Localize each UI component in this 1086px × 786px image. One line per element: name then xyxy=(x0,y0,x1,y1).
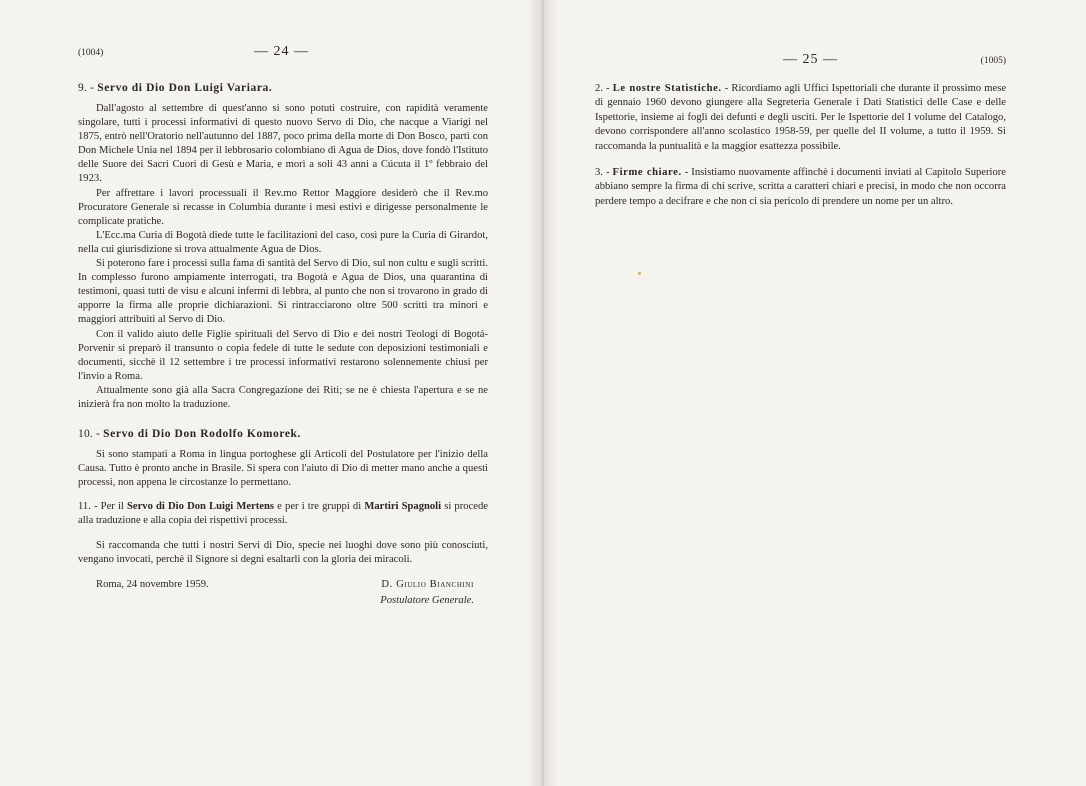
left-page-header xyxy=(78,44,488,66)
right-page-number: — 25 — xyxy=(783,52,838,67)
section-10-heading xyxy=(78,428,488,440)
section-9-paragraph-1: Dall'agosto al settembre di quest'anno si sono potuti costruire, con rapidità veramente singolare, tutti i processi informativi di questo nuovo Servo di Dio, che nacque a Viarigi nel 1875, entrò nell'Oratorio nell'autunno del 1887, poco prima della morte di Don Bosco, partì con Don Michele Unia nel 1894 per il lebbrosario colombiano di Agua de Dios, dove fondò l'Istituto delle Suore dei Sacri Cuori di Gesù e Maria, e morì a soli 43 anni a Cúcuta il 1º febbraio del 1923. xyxy=(78,103,488,185)
section-10-number: 10. - xyxy=(78,428,101,441)
section-9-heading xyxy=(78,82,488,94)
section-3-paragraph xyxy=(595,166,1006,209)
left-page-code: (1004) xyxy=(78,48,104,58)
section-11-title-2: Martiri Spagnoli xyxy=(364,501,442,513)
section-11-paragraph xyxy=(78,500,488,528)
section-11-number: 11. - Per il xyxy=(78,501,124,513)
section-3-title: Firme chiare. xyxy=(612,167,682,179)
signature-title: Postulatore Generale. xyxy=(380,594,474,606)
section-9-paragraph-2: Per affrettare i lavori processuali il Rev.mo Rettor Maggiore desiderò che il Rev.mo Procuratore Generale si recasse in Columbia durante i mesi estivi e dirigesse personalmente le complicate pratiche. xyxy=(78,187,488,227)
signature-block xyxy=(78,575,488,609)
section-9-paragraph-6: Attualmente sono già alla Sacra Congregazione dei Riti; se ne è chiesta l'apertura e se ne inizierà fra non molto la traduzione. xyxy=(78,384,488,410)
section-2-text: - Ricordiamo agli Uffici Ispettoriali che durante il prossimo mese di gennaio 1960 devono giungere alla Segreteria Generale i Dati Statistici delle Case e delle Ispettorie, insieme ai fogli dei defunti e degli uscìti. Per le Ispettorie del I volume del Catalogo, devono corrispondere all'anno scolastico 1958-59, per quelle del II volume, a tutto il 1959. Si raccomanda la puntualità e la maggior esattezza possibile. xyxy=(595,83,1007,152)
section-3-text: - Insistiamo nuovamente affinchè i documenti inviati al Capitolo Superiore abbiano sempre la firma di chi scrive, scritta a caratteri chiari e precisi, in modo che non occorra perdere tempo a decifrare e che non ci sia pericolo di prendere un nome per un altro. xyxy=(595,167,1006,207)
section-9-number: 9. - xyxy=(78,82,95,94)
section-9-paragraph-4: Si poterono fare i processi sulla fama di santità del Servo di Dio, sul non cultu e sugli scritti. In complesso furono ampiamente interrogati, tra Bogotà e Agua de Dios, una quarantina di testimoni, quasi tutti de visu e alcuni infermi di lebbra, al punto che non si trovarono in grado di apporre la firma alle proprie dichiarazioni. Si rintracciarono oltre 500 scritti tra minori e maggiori attribuiti al Servo di Dio. xyxy=(78,258,488,326)
section-9-title: Servo di Dio Don Luigi Variara. xyxy=(97,82,273,94)
document-date: Roma, 24 novembre 1959. xyxy=(96,578,209,590)
right-page-code: (1005) xyxy=(980,56,1006,66)
section-10-paragraph: Si sono stampati a Roma in lingua portoghese gli Articoli del Postulatore per l'inizio della Causa. Tutto è pronto anche in Brasile. Si spera con l'aiuto di Dio di metter mano anche a questi processi, non appena le circostanze lo permettano. xyxy=(78,449,488,489)
section-2-title: Le nostre Statistiche. xyxy=(612,83,722,94)
section-11-mid: e per i tre gruppi di xyxy=(277,501,362,513)
paper-speck xyxy=(638,272,641,275)
section-9-paragraph-3: L'Ecc.ma Curia di Bogotà diede tutte le facilitazioni del caso, così pure la Curia di Girardot, nella cui giurisdizione si trova attualmente Agua de Dios. xyxy=(78,229,488,255)
section-11-title-1: Servo di Dio Don Luigi Mertens xyxy=(127,501,275,513)
signature-name: D. Giulio Bianchini xyxy=(381,578,474,590)
section-11-rest: si procede alla traduzione e alla copia dei rispettivi processi. xyxy=(78,501,488,527)
right-page xyxy=(543,0,1086,786)
right-page-header xyxy=(595,52,1006,74)
section-2-paragraph xyxy=(595,82,1006,154)
book-gutter xyxy=(528,0,558,786)
left-page-number: — 24 — xyxy=(254,44,309,59)
section-2-number: 2. - xyxy=(595,83,610,94)
closing-paragraph: Si raccomanda che tutti i nostri Servi di Dio, specie nei luoghi dove sono più conosciuti, vengano invocati, perchè il Signore si degni esaltarli con la gloria dei miracoli. xyxy=(78,539,488,565)
section-10-title: Servo di Dio Don Rodolfo Komorek. xyxy=(103,428,302,441)
section-9-paragraph-5: Con il valido aiuto delle Figlie spirituali del Servo di Dio e dei nostri Teologi di Bogotá-Porvenir si preparò il transunto o copia fedele di tutte le sedute con deposizioni testimoniali e documenti, sicchè il 12 settembre i tre processi informativi restarono solennemente chiusi per l'invio a Roma. xyxy=(78,328,488,382)
section-3-number: 3. - xyxy=(595,167,610,179)
